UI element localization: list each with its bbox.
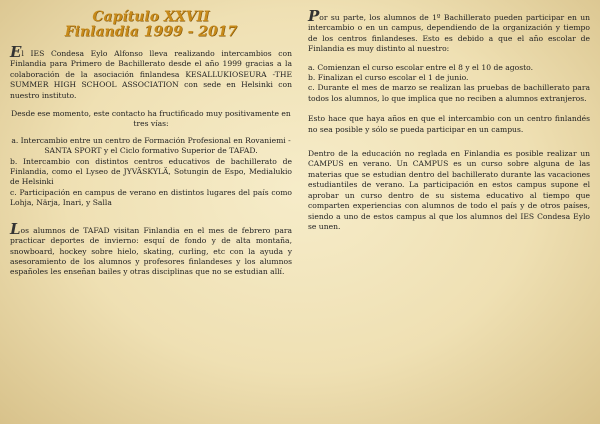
intro-paragraph	[10, 43, 292, 101]
via-item-a: a. Intercambio entre un centro de Formación Profesional en Rovaniemi -SANTA SPORT y el Ciclo formativo Superior de TAFAD.	[11, 135, 291, 156]
via-item-b: b. Intercambio con distintos centros educativos de bachillerato de Finlandia, como el Lyseo de JYVÄSKYLÄ, Sotungin de Espo, Medialukio de Helsinki	[10, 156, 292, 187]
calendar-item-c: c. Durante el mes de marzo se realizan las pruebas de bachillerato para todos los alumnos, lo que implica que no reciben a alumnos extranjeros.	[308, 83, 590, 103]
tafad-paragraph	[10, 219, 292, 278]
chapter-subtitle: Finlandia 1999 - 2017	[64, 24, 238, 40]
calendar-item-b: b. Finalizan el curso escolar el 1 de junio.	[308, 73, 469, 83]
since-paragraph: Desde ese momento, este contacto ha fructificado muy positivamente en tres vías:	[11, 109, 291, 129]
tafad-dropcap: L	[10, 219, 21, 238]
calendar-list	[308, 63, 590, 105]
intro-dropcap: E	[10, 43, 22, 61]
intro-text: l IES Condesa Eylo Alfonso lleva realizando intercambios con Finlandia para Primero de Bachillerato desde el año 1999 gracias a la colaboración de la asociación finlandesa KESALLUKIOSEURA -THE SUMMER HIGH SCHOOL ASSOCIATION con sede en Helsinki con nuestro instituto.	[10, 49, 292, 100]
bachillerato-dropcap: P	[308, 7, 320, 25]
bachillerato-paragraph	[308, 7, 590, 55]
exchange-paragraph: Esto hace que haya años en que el intercambio con un centro finlandés no sea posible y sólo se pueda participar en un campus.	[308, 114, 590, 134]
via-item-c: c. Participación en campus de verano en distintos lugares del país como Lohja, Närja, Inari, y Salla	[10, 187, 292, 208]
bachillerato-text: or su parte, los alumnos de 1º Bachillerato pueden participar en un intercambio o en un campus, dependiendo de la organización y tiempo de los centros finlandeses. Esto es debido a que el año escolar de Finlandia es muy distinto al nuestro:	[308, 13, 590, 54]
tafad-text: os alumnos de TAFAD visitan Finlandia en el mes de febrero para practicar deportes de invierno: esquí de fondo y de alta montaña, snowboard, hockey sobre hielo, skating, curling, etc con la ayuda y asesoramiento de los alumnos y profesores finlandeses y los alumnos españoles les enseñan bailes y otras disciplinas que no se estudian allí.	[10, 225, 292, 277]
campus-paragraph: Dentro de la educación no reglada en Finlandia es posible realizar un CAMPUS en verano. Un CAMPUS es un curso sobre alguna de las materias que se estudian dentro del bachillerato durante las vacaciones estudiantiles de verano. La participación en estos campus supone el aprobar un curso dentro de su sistema educativo al tiempo que comparten experiencias con alumnos de todo el país y de otros países, siendo a uno de estos campus al que los alumnos del IES Condesa Eylo se unen.	[308, 149, 590, 231]
right-column	[308, 7, 590, 232]
calendar-item-a: a. Comienzan el curso escolar entre el 8 y el 10 de agosto.	[308, 62, 533, 72]
left-column	[10, 10, 292, 278]
vias-list	[10, 136, 292, 209]
chapter-title: Capítulo XXVII	[92, 9, 210, 25]
